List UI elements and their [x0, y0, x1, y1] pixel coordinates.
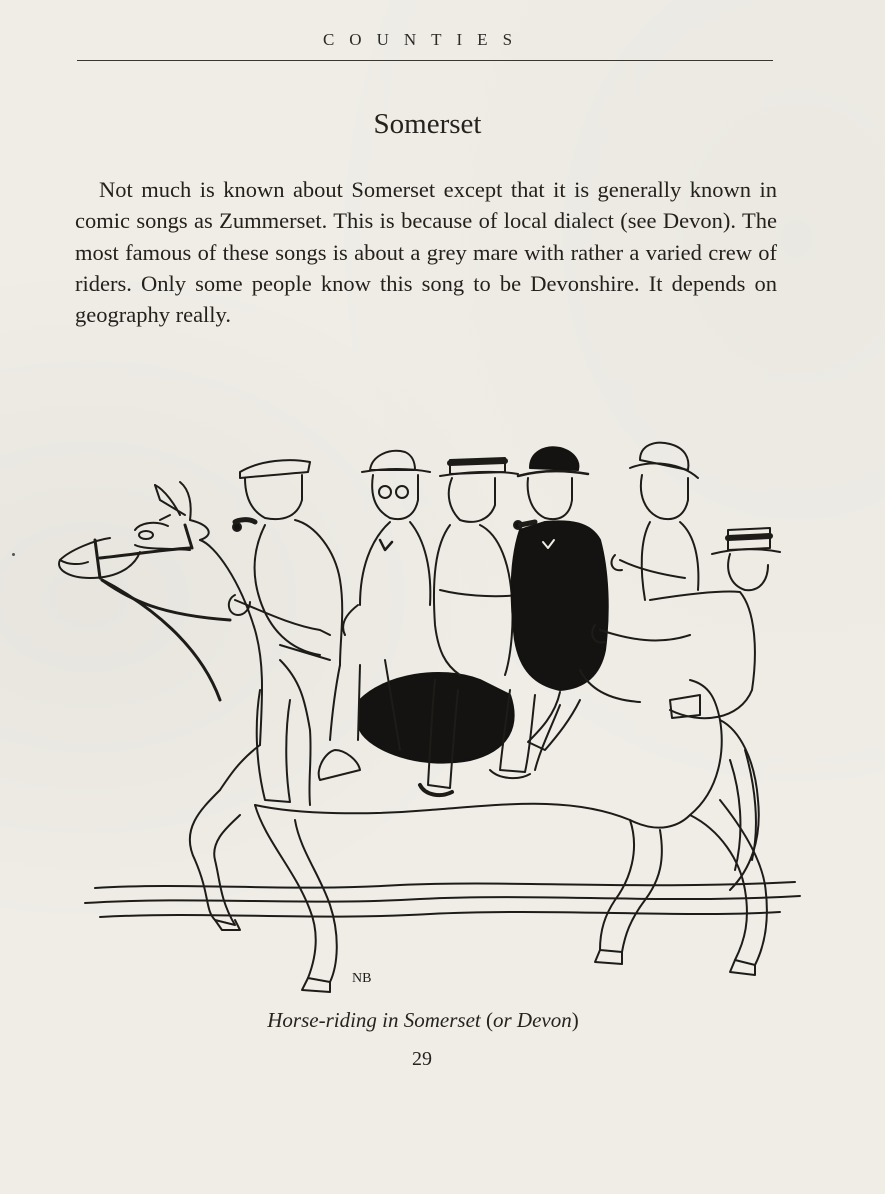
caption-paren-open: ( [480, 1008, 493, 1032]
figure-caption [0, 1008, 846, 1033]
rider-5 [611, 443, 698, 600]
rider-1 [229, 460, 342, 805]
page-number: 29 [412, 1048, 432, 1070]
caption-alt: or Devon [493, 1008, 572, 1032]
header-rule [77, 60, 773, 61]
section-title: Somerset [373, 108, 482, 140]
caption-paren-close: ) [571, 1008, 579, 1032]
artist-signature: NB [352, 971, 372, 986]
ground-lines [85, 882, 800, 917]
paper-speck [12, 553, 15, 556]
caption-main: Horse-riding in Somerset [267, 1008, 481, 1032]
saddle-cloth [360, 673, 514, 763]
body-paragraph: Not much is known about Somerset except that it is generally known in comic songs as Zummerset. This is because of local dialect (see Devon). The most famous of these songs is about a grey mare with rather a varied crew of riders. Only some people know this song to be Devonshire. It depends on geography really. [75, 177, 777, 328]
horse-riders-illustration [40, 430, 830, 1000]
running-head: COUNTIES [322, 30, 528, 49]
